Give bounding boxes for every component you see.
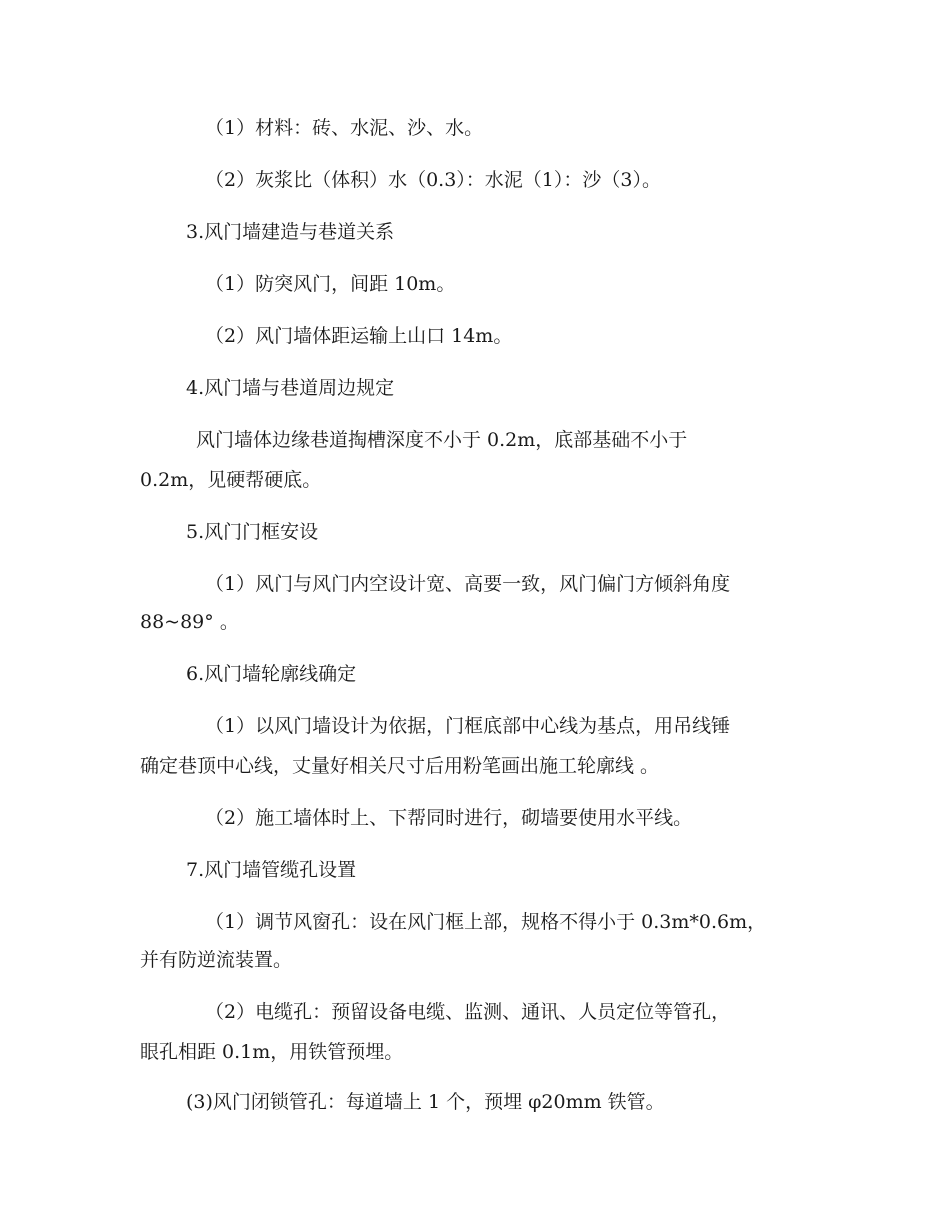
section-heading: 7.风门墙管缆孔设置 <box>186 859 357 881</box>
text-line: 确定巷顶中心线，丈量好相关尺寸后用粉笔画出施工轮廓线 。 <box>140 755 660 777</box>
text-line: （1）调节风窗孔：设在风门框上部，规格不得小于 0.3m*0.6m， <box>205 911 767 933</box>
text-line: 风门墙体边缘巷道掏槽深度不小于 0.2m，底部基础不小于 <box>196 429 688 451</box>
text-line: （1）防突风门，间距 10m。 <box>205 273 456 295</box>
section-heading: 6.风门墙轮廓线确定 <box>186 663 357 685</box>
text-line: （2）施工墙体时上、下帮同时进行，砌墙要使用水平线。 <box>205 807 693 829</box>
section-heading: 5.风门门框安设 <box>186 521 319 543</box>
text-line: 并有防逆流装置。 <box>140 949 293 971</box>
text-line: （1）以风门墙设计为依据，门框底部中心线为基点，用吊线锤 <box>205 715 731 737</box>
text-line: （1）材料：砖、水泥、沙、水。 <box>205 117 484 139</box>
section-heading: 3.风门墙建造与巷道关系 <box>186 221 395 243</box>
text-line: 88~89° 。 <box>140 611 239 633</box>
text-line: 眼孔相距 0.1m，用铁管预埋。 <box>140 1041 404 1063</box>
text-line: (3)风门闭锁管孔：每道墙上 1 个，预埋 φ20mm 铁管。 <box>186 1091 665 1113</box>
text-line: 0.2m，见硬帮硬底。 <box>140 469 322 491</box>
section-heading: 4.风门墙与巷道周边规定 <box>186 377 395 399</box>
text-line: （1）风门与风门内空设计宽、高要一致，风门偏门方倾斜角度 <box>205 573 731 595</box>
text-line: （2）风门墙体距运输上山口 14m。 <box>205 325 513 347</box>
text-line: （2）电缆孔：预留设备电缆、监测、通讯、人员定位等管孔， <box>205 1001 731 1023</box>
text-line: （2）灰浆比（体积）水（0.3）：水泥（1）：沙（3）。 <box>205 169 661 191</box>
